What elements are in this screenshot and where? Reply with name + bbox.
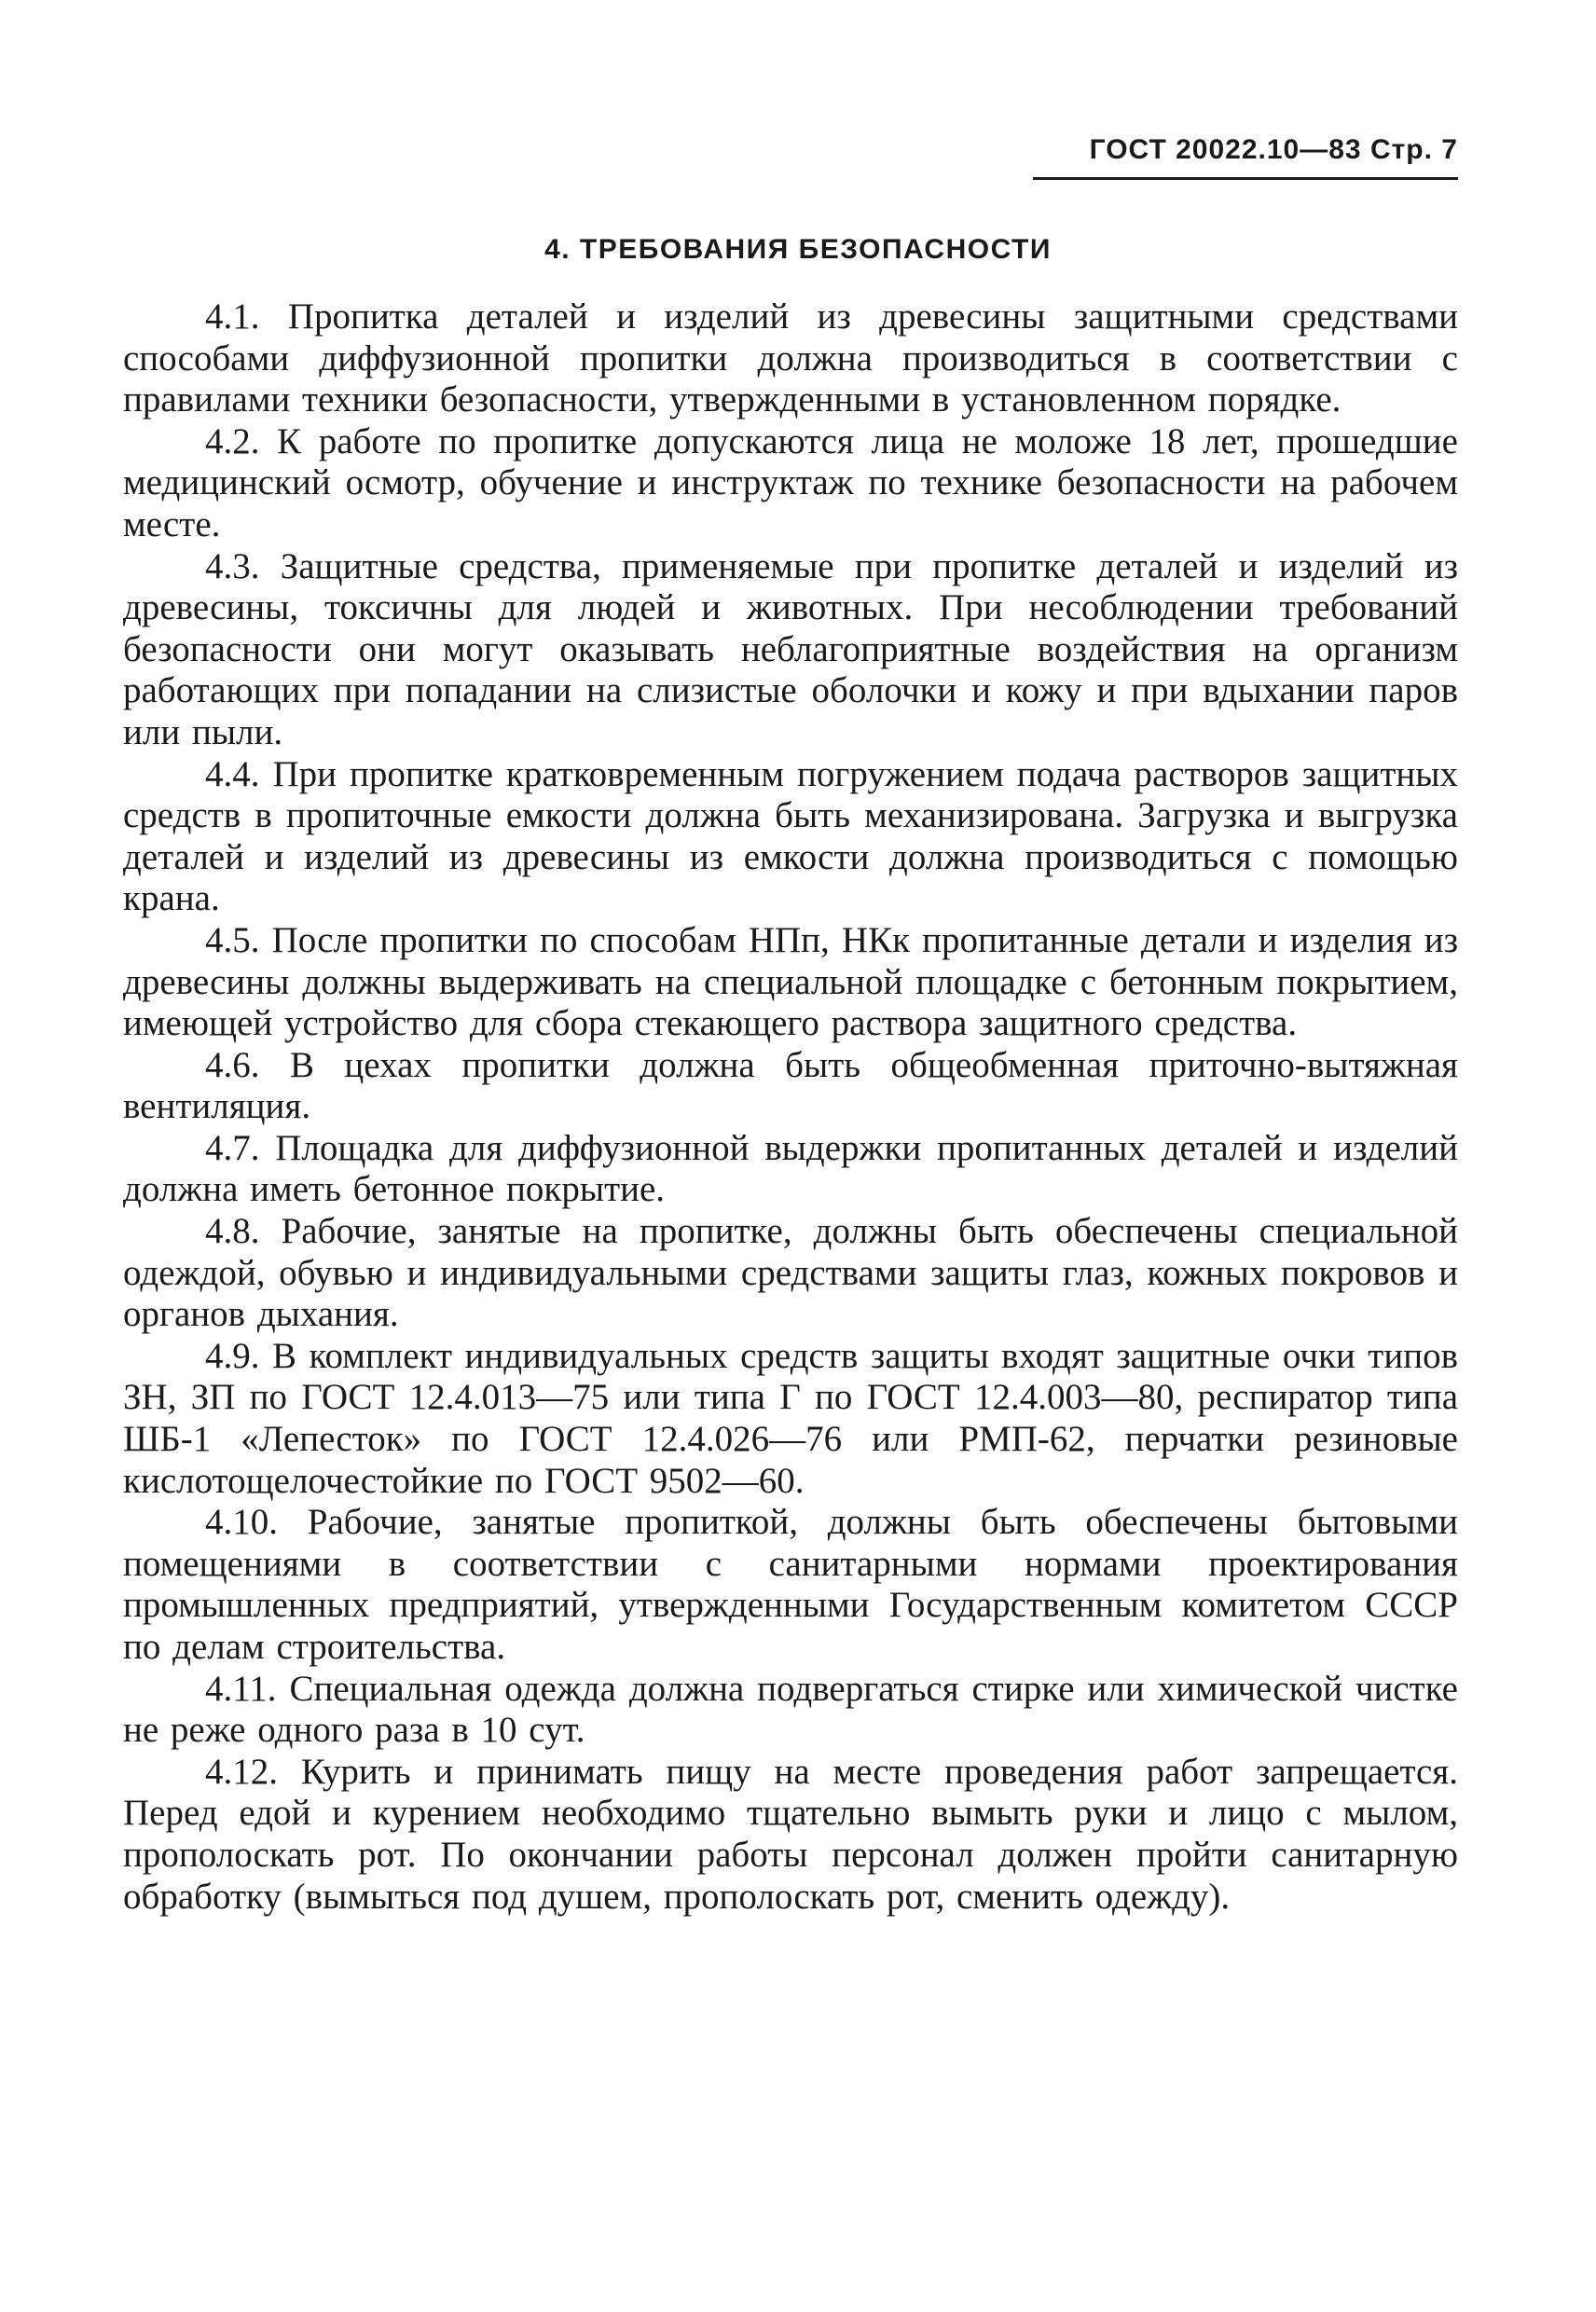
clause-4-5: 4.5. После пропитки по способам НПп, НКк пропитанные детали и изделия из древесины должны выдерживать на специальной площадке с бетонным покрытием, имеющей устройство для сбора стекающего раствора защитного средства.	[123, 919, 1458, 1044]
clause-4-6: 4.6. В цехах пропитки должна быть общеобменная приточно-вытяжная вентиляция.	[123, 1044, 1458, 1127]
clause-4-11: 4.11. Специальная одежда должна подвергаться стирке или химической чистке не реже одного раза в 10 сут.	[123, 1668, 1458, 1751]
clause-4-3: 4.3. Защитные средства, применяемые при пропитке деталей и изделий из древесины, токсичны для людей и животных. При несоблюдении требований безопасности они могут оказывать неблагоприятные воздействия на организм работающих при попадании на слизистые оболочки и кожу и при вдыхании паров или пыли.	[123, 545, 1458, 752]
section-title: 4. ТРЕБОВАНИЯ БЕЗОПАСНОСТИ	[544, 234, 1052, 265]
running-head: ГОСТ 20022.10—83 Стр. 7	[1033, 129, 1458, 180]
clause-4-4: 4.4. При пропитке кратковременным погружением подача растворов защитных средств в пропиточные емкости должна быть механизирована. Загрузка и выгрузка деталей и изделий из древесины из емкости должна производиться с помощью крана.	[123, 753, 1458, 919]
clause-4-7: 4.7. Площадка для диффузионной выдержки пропитанных деталей и изделий должна иметь бетонное покрытие.	[123, 1127, 1458, 1210]
clause-4-2: 4.2. К работе по пропитке допускаются лица не моложе 18 лет, прошедшие медицинский осмотр, обучение и инструктаж по технике безопасности на рабочем месте.	[123, 420, 1458, 544]
clause-4-8: 4.8. Рабочие, занятые на пропитке, должны быть обеспечены специальной одеждой, обувью и индивидуальными средствами защиты глаз, кожных покровов и органов дыхания.	[123, 1211, 1458, 1335]
clause-4-10: 4.10. Рабочие, занятые пропиткой, должны быть обеспечены бытовыми помещениями в соответствии с санитарными нормами проектирования промышленных предприятий, утвержденными Государственным комитетом СССР по делам строительства.	[123, 1502, 1458, 1667]
clause-4-12: 4.12. Курить и принимать пищу на месте проведения работ запрещается. Перед едой и курением необходимо тщательно вымыть руки и лицо с мылом, прополоскать рот. По окончании работы персонал должен пройти санитарную обработку (вымыться под душем, прополоскать рот, сменить одежду).	[123, 1751, 1458, 1917]
clause-4-9: 4.9. В комплект индивидуальных средств защиты входят защитные очки типов ЗН, ЗП по ГОСТ 12.4.013—75 или типа Г по ГОСТ 12.4.003—80, респиратор типа ШБ-1 «Лепесток» по ГОСТ 12.4.026—76 или РМП-62, перчатки резиновые кислотощелочестойкие по ГОСТ 9502—60.	[123, 1335, 1458, 1501]
document-body	[123, 296, 1458, 1918]
clause-4-1: 4.1. Пропитка деталей и изделий из древесины защитными средствами способами диффузионной пропитки должна производиться в соответствии с правилами техники безопасности, утвержденными в установленном порядке.	[123, 296, 1458, 420]
